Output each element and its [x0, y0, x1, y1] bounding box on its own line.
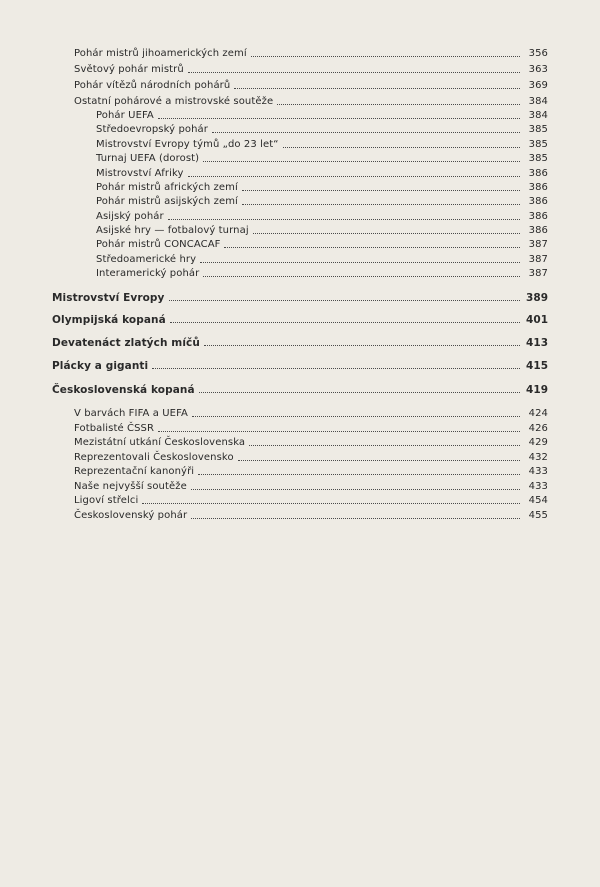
toc-entry-page: 385: [528, 139, 548, 150]
toc-chapter-page: 415: [526, 360, 549, 372]
toc-entry-label: Interamerický pohár: [96, 268, 200, 279]
dot-leader: [158, 431, 520, 432]
toc-entry-page: 386: [528, 196, 548, 207]
toc-entry-page: 433: [528, 466, 548, 477]
toc-entry-label: Ligoví střelci: [74, 495, 139, 506]
dot-leader: [152, 368, 520, 369]
toc-entry: [74, 491, 548, 507]
dot-leader: [191, 518, 520, 519]
dot-leader: [142, 503, 520, 504]
toc-entry-label: Turnaj UEFA (dorost): [96, 153, 200, 164]
toc-entry-label: Pohár mistrů asijských zemí: [96, 196, 238, 207]
toc-entry-label: Mistrovství Evropy týmů „do 23 let“: [96, 139, 279, 150]
toc-entry-page: 386: [528, 225, 548, 236]
toc-entry-page: 369: [528, 80, 548, 91]
toc-chapter: [52, 310, 548, 326]
dot-leader: [234, 88, 520, 89]
toc-subentry: [96, 235, 548, 251]
dot-leader: [251, 56, 520, 57]
dot-leader: [203, 161, 520, 162]
toc-entry-page: 386: [528, 211, 548, 222]
dot-leader: [169, 300, 521, 301]
toc-chapter-label: Devatenáct zlatých míčů: [52, 337, 200, 349]
dot-leader: [253, 233, 520, 234]
toc-entry: [74, 76, 548, 92]
toc-entry-label: Středoamerické hry: [96, 254, 197, 265]
dot-leader: [204, 345, 520, 346]
toc-entry-label: Středoevropský pohár: [96, 124, 208, 135]
dot-leader: [158, 118, 520, 119]
toc-entry: [74, 44, 548, 60]
toc-entry-label: Československý pohár: [74, 510, 188, 521]
toc-entry: [74, 506, 548, 522]
dot-leader: [168, 219, 520, 220]
toc-entry-label: Mistrovství Afriky: [96, 168, 184, 179]
toc-entry-label: Naše nejvyšší soutěže: [74, 481, 187, 492]
toc-subentry: [96, 264, 548, 280]
dot-leader: [242, 204, 520, 205]
toc-chapter-page: 419: [526, 384, 549, 396]
toc-chapter-page: 389: [526, 292, 549, 304]
toc-entry-page: 387: [528, 268, 548, 279]
toc-entry-page: 426: [528, 423, 548, 434]
toc-chapter-page: 401: [526, 314, 549, 326]
toc-entry-page: 356: [528, 48, 548, 59]
dot-leader: [224, 247, 520, 248]
toc-chapter: [52, 333, 548, 349]
toc-entry-page: 387: [528, 254, 548, 265]
toc-entry-label: Ostatní pohárové a mistrovské soutěže: [74, 96, 274, 107]
toc-entry-label: Asijské hry — fotbalový turnaj: [96, 225, 249, 236]
toc-entry-label: Pohár mistrů afrických zemí: [96, 182, 238, 193]
toc-entry: [74, 60, 548, 76]
dot-leader: [170, 322, 520, 323]
toc-entry-page: 386: [528, 168, 548, 179]
dot-leader: [203, 276, 520, 277]
toc-entry-label: Světový pohár mistrů: [74, 64, 184, 75]
dot-leader: [249, 445, 520, 446]
toc-chapter-label: Československá kopaná: [52, 384, 195, 396]
dot-leader: [198, 474, 520, 475]
dot-leader: [199, 392, 520, 393]
toc-entry-page: 387: [528, 239, 548, 250]
toc-entry-page: 455: [528, 510, 548, 521]
dot-leader: [191, 489, 520, 490]
dot-leader: [192, 416, 520, 417]
toc-entry-page: 424: [528, 408, 548, 419]
toc-entry-label: Pohár mistrů CONCACAF: [96, 239, 221, 250]
toc-entry: [74, 433, 548, 449]
toc-chapter: [52, 356, 548, 372]
toc-chapter-page: 413: [526, 337, 549, 349]
toc-entry-page: 384: [528, 96, 548, 107]
toc-entry-label: Reprezentovali Československo: [74, 452, 234, 463]
dot-leader: [212, 132, 520, 133]
toc-entry: [74, 462, 548, 478]
dot-leader: [238, 460, 520, 461]
toc-entry-page: 363: [528, 64, 548, 75]
toc-entry-label: Pohár UEFA: [96, 110, 154, 121]
toc-entry-page: 384: [528, 110, 548, 121]
toc-entry-label: Fotbalisté ČSSR: [74, 423, 155, 434]
toc-subentry: [96, 192, 548, 208]
toc-entry-page: 454: [528, 495, 548, 506]
dot-leader: [188, 176, 520, 177]
dot-leader: [200, 262, 520, 263]
toc-entry-label: V barvách FIFA a UEFA: [74, 408, 188, 419]
toc-chapter-label: Mistrovství Evropy: [52, 292, 165, 304]
toc-entry-page: 429: [528, 437, 548, 448]
toc-chapter: [52, 288, 548, 304]
toc-chapter-label: Olympijská kopaná: [52, 314, 166, 326]
toc-entry-page: 433: [528, 481, 548, 492]
dot-leader: [188, 72, 520, 73]
toc-entry-page: 386: [528, 182, 548, 193]
toc-entry-label: Reprezentační kanonýři: [74, 466, 195, 477]
toc-entry-page: 385: [528, 153, 548, 164]
toc-entry-label: Asijský pohár: [96, 211, 164, 222]
toc-entry: [74, 404, 548, 420]
toc-entry-label: Mezistátní utkání Československa: [74, 437, 246, 448]
dot-leader: [242, 190, 520, 191]
toc-chapter: [52, 380, 548, 396]
toc-entry-label: Pohár vítězů národních pohárů: [74, 80, 231, 91]
toc-subentry: [96, 120, 548, 136]
toc-entry-page: 385: [528, 124, 548, 135]
toc-entry-page: 432: [528, 452, 548, 463]
dot-leader: [277, 104, 520, 105]
toc-chapter-label: Plácky a giganti: [52, 360, 149, 372]
toc-subentry: [96, 149, 548, 165]
toc-entry-label: Pohár mistrů jihoamerických zemí: [74, 48, 247, 59]
dot-leader: [283, 147, 520, 148]
